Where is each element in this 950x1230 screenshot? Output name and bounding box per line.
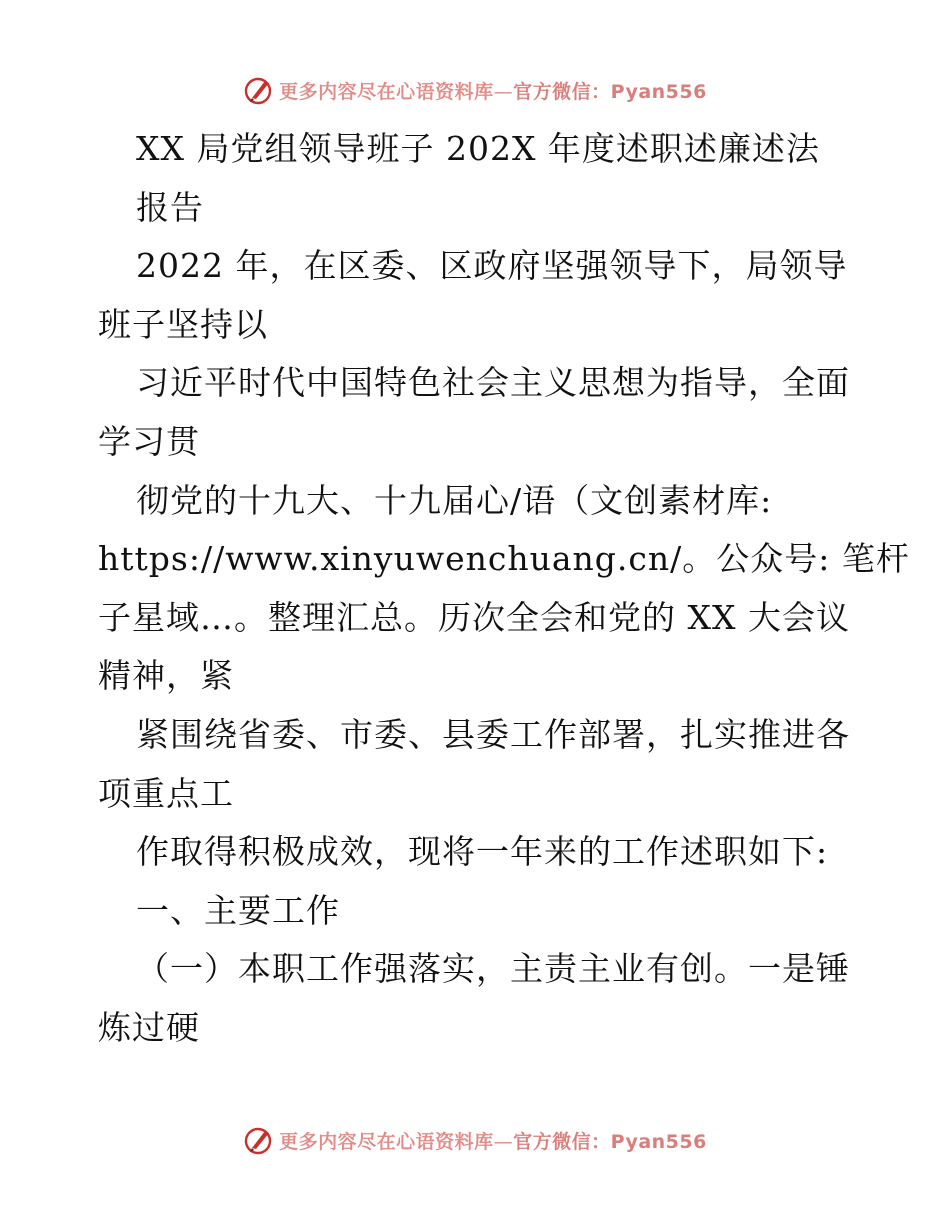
doc-title-line-2: 报告 (136, 187, 204, 227)
doc-paragraph-line: 班子坚持以 (98, 304, 268, 344)
banner-text (279, 1127, 707, 1154)
doc-paragraph-line: 彻党的十九大、十九届心/语（文创素材库: (136, 480, 773, 520)
doc-paragraph-line: 习近平时代中国特色社会主义思想为指导，全面 (136, 363, 850, 403)
quill-pen-icon (243, 74, 275, 106)
doc-paragraph-line: 作取得积极成效，现将一年来的工作述职如下: (136, 832, 829, 872)
doc-paragraph-line: https://www.xinyuwenchuang.cn/。公众号: 笔杆 (98, 539, 910, 579)
doc-section-heading: 一、主要工作 (136, 890, 340, 930)
doc-paragraph-line: 炼过硬 (98, 1007, 200, 1047)
banner-separator: — (493, 1130, 514, 1153)
doc-paragraph-line: 子星域…。整理汇总。历次全会和党的 XX 大会议 (98, 597, 850, 637)
banner-brand: 更多内容尽在心语资料库 (279, 1130, 494, 1153)
doc-paragraph-line: 学习贯 (98, 421, 200, 461)
banner-brand: 更多内容尽在心语资料库 (279, 80, 494, 103)
banner-wechat-label: 官方微信： (513, 1130, 611, 1153)
doc-paragraph-line: 紧围绕省委、市委、县委工作部署，扎实推进各 (136, 714, 850, 754)
doc-title-line-1: XX 局党组领导班子 202X 年度述职述廉述法 (136, 129, 820, 168)
document-body (98, 120, 910, 1058)
doc-paragraph-line: 2022 年，在区委、区政府坚强领导下，局领导 (136, 246, 848, 286)
banner-wechat-label: 官方微信： (513, 80, 611, 103)
header-banner (0, 70, 950, 110)
doc-paragraph-line: （一）本职工作强落实，主责主业有创。一是锤 (136, 949, 850, 989)
doc-paragraph-line: 精神，紧 (98, 656, 234, 696)
footer-banner (0, 1120, 950, 1160)
banner-wechat-id: Pyan556 (610, 1130, 707, 1153)
doc-paragraph-line: 项重点工 (98, 773, 234, 813)
banner-text (279, 77, 707, 104)
banner-wechat-id: Pyan556 (610, 80, 707, 103)
quill-pen-icon (243, 1124, 275, 1156)
banner-separator: — (493, 80, 514, 103)
